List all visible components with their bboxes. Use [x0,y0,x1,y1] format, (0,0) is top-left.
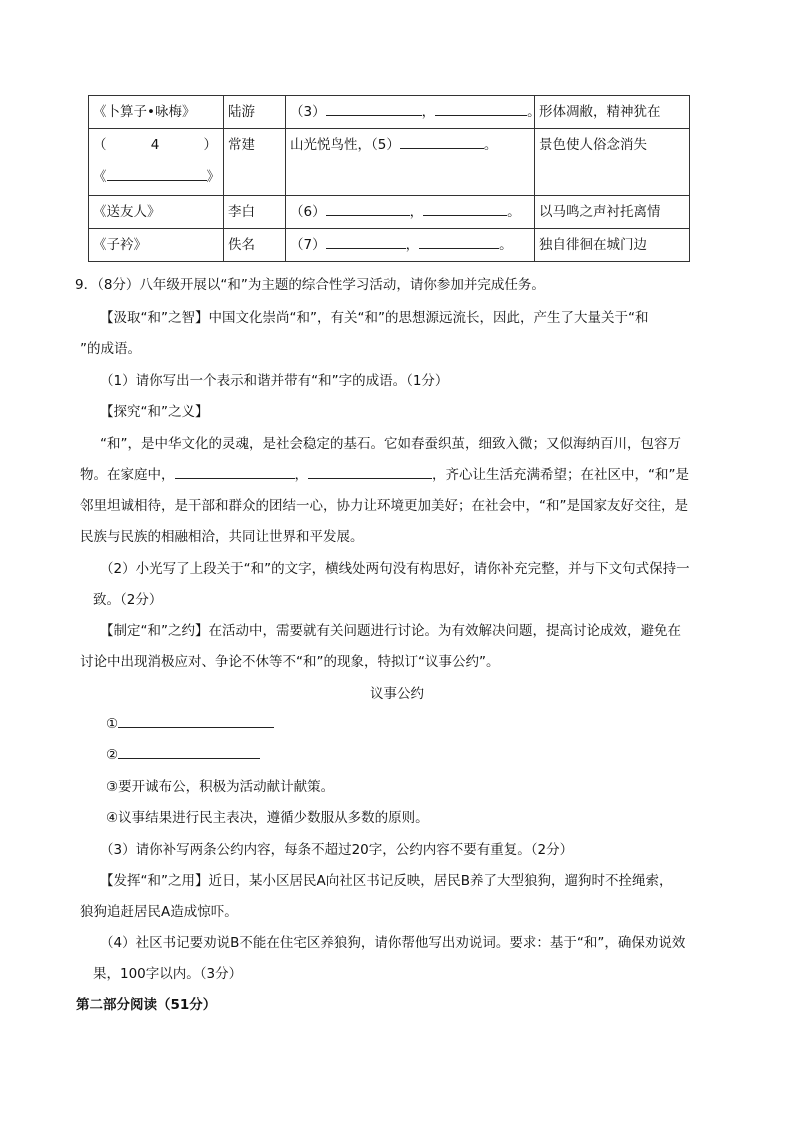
section-yong-cont: 狼狗追赶居民A造成惊吓。 [80,904,238,920]
table-row [89,96,690,129]
sub-question-2: （2）小光写了上段关于“和”的文字，横线处两句没有构思好，请你补充完整，并与下文句式保持一 [100,561,690,577]
sub-question-1: （1）请你写出一个表示和谐并带有“和”字的成语。（1分） [100,373,449,389]
answer-blank[interactable] [326,234,406,249]
poem-meaning: 形体凋敝，精神犹在 [535,96,690,129]
answer-blank[interactable] [423,201,507,216]
part-two-heading: 第二部分阅读（51分） [76,997,217,1013]
sub-question-2-cont: 致。（2分） [93,592,163,608]
fill-blank-cell: （7） ， 。 [286,229,535,262]
poem-meaning: 景色使人俗念消失 [535,129,690,196]
poem-title: （ 4 ） 《 》 [89,129,224,196]
answer-blank[interactable] [419,234,499,249]
answer-blank[interactable] [118,713,274,728]
poem-meaning: 独自徘徊在城门边 [535,229,690,262]
poem-author: 李白 [224,196,286,229]
section-yi: 【探究“和”之义】 [100,404,209,420]
sub-question-3: （3）请你补写两条公约内容，每条不超过20字，公约内容不要有重复。（2分） [100,842,574,858]
paragraph-he-cont: 邻里坦诚相待，是干部和群众的团结一心，协力让环境更加美好；在社会中，“和”是国家友好交往，是 [80,498,688,514]
section-yue-cont: 讨论中出现消极应对、争论不休等不“和”的现象，特拟订“议事公约”。 [80,654,500,670]
question-9-intro: 9．（8分）八年级开展以“和”为主题的综合性学习活动，请你参加并完成任务。 [75,277,545,293]
table-row [89,196,690,229]
poem-author: 陆游 [224,96,286,129]
sub-question-4-cont: 果，100字以内。（3分） [93,966,243,982]
sub-question-4: （4）社区书记要劝说B不能在住宅区养狼狗，请你帮他写出劝说词。要求：基于“和”，确保劝说效 [100,935,686,951]
poem-title: 《子衿》 [89,229,224,262]
answer-blank[interactable] [400,134,484,149]
answer-blank[interactable] [326,201,410,216]
pact-title: 议事公约 [370,686,424,702]
fill-blank-cell: （3） ， 。 [286,96,535,129]
poem-title: 《送友人》 [89,196,224,229]
pact-item-1: ① [106,713,274,732]
answer-blank[interactable] [435,101,527,116]
answer-blank[interactable] [118,744,260,759]
paragraph-he-end: 民族与民族的相融相洽，共同让世界和平发展。 [80,529,364,545]
answer-blank[interactable] [308,464,432,479]
pact-item-2: ② [106,744,260,763]
section-yue: 【制定“和”之约】在活动中，需要就有关问题进行讨论。为有效解决问题，提高讨论成效，避免在 [100,623,681,639]
paragraph-he-blanks: 物。在家庭中， ， ，齐心让生活充满希望；在社区中，“和”是 [80,463,689,483]
answer-blank[interactable] [107,166,207,181]
fill-blank-cell: （6） ， 。 [286,196,535,229]
poem-meaning: 以马鸣之声衬托离情 [535,196,690,229]
answer-blank[interactable] [326,101,422,116]
poem-table [88,95,690,262]
poem-author: 常建 [224,129,286,196]
fill-blank-cell: 山光悦鸟性，（5） 。 [286,129,535,196]
section-yong: 【发挥“和”之用】近日，某小区居民A向社区书记反映，居民B养了大型狼狗，遛狗时不拴绳索， [100,873,673,889]
section-zhi-cont: ”的成语。 [80,341,141,357]
pact-item-4: ④议事结果进行民主表决，遵循少数服从多数的原则。 [106,810,429,826]
pact-item-3: ③要开诚布公，积极为活动献计献策。 [106,779,335,795]
section-zhi: 【汲取“和”之智】中国文化崇尚“和”，有关“和”的思想源远流长，因此，产生了大量关于“和 [100,310,649,326]
poem-author: 佚名 [224,229,286,262]
table-row [89,129,690,196]
poem-title: 《卜算子•咏梅》 [89,96,224,129]
answer-blank[interactable] [175,464,295,479]
paragraph-he: “和”，是中华文化的灵魂，是社会稳定的基石。它如春蚕织茧，细致入微；又似海纳百川，包容万 [100,436,681,452]
table-row [89,229,690,262]
